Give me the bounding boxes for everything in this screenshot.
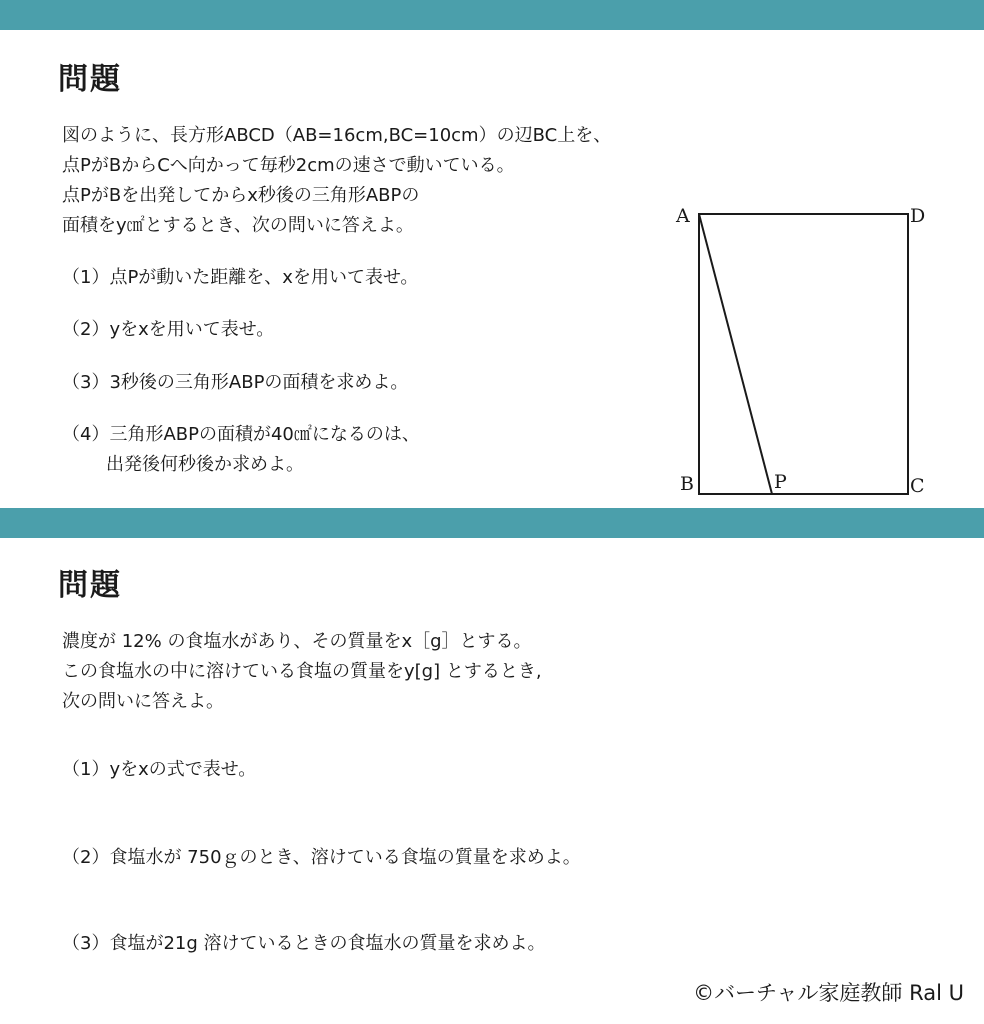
rectangle-abcd — [699, 214, 908, 494]
problem-1-statement-line: 点PがBからCへ向かって毎秒2cmの速さで動いている。 — [62, 155, 515, 176]
problem-1-question-4-line: 出発後何秒後か求めよ。 — [106, 454, 304, 475]
problem-1-question-1: （1）点Pが動いた距離を、xを用いて表せ。 — [62, 267, 419, 288]
vertex-label-d: D — [910, 205, 926, 227]
segment-ap — [699, 214, 772, 494]
problem-2-question-1: （1）yをxの式で表せ。 — [62, 759, 257, 780]
vertex-label-c: C — [910, 475, 925, 497]
problem-1-question-4-line: （4）三角形ABPの面積が40㎠になるのは、 — [62, 424, 420, 445]
problem-2-question-2: （2）食塩水が 750ｇのとき、溶けている食塩の質量を求めよ。 — [62, 847, 581, 868]
top-header-band — [0, 0, 984, 30]
rectangle-abcd-figure — [670, 200, 940, 500]
section-divider-band — [0, 508, 984, 538]
vertex-label-b: B — [680, 473, 694, 495]
problem-2-statement-line: この食塩水の中に溶けている食塩の質量をy[g] とするとき, — [62, 661, 542, 682]
problem-1-question-2: （2）yをxを用いて表せ。 — [62, 319, 275, 340]
problem-2-statement-line: 次の問いに答えよ。 — [62, 691, 224, 712]
problem-2-question-3: （3）食塩が21g 溶けているときの食塩水の質量を求めよ。 — [62, 933, 546, 954]
problem-1-statement-line: 面積をy㎠とするとき、次の問いに答えよ。 — [62, 215, 414, 236]
problem-1-statement-line: 図のように、長方形ABCD（AB=16cm,BC=10cm）の辺BC上を、 — [62, 125, 612, 146]
problem-1-statement-line: 点PがBを出発してからx秒後の三角形ABPの — [62, 185, 420, 206]
vertex-label-a: A — [676, 205, 690, 227]
problem-2-statement — [62, 627, 542, 717]
problem-1-statement — [62, 121, 611, 241]
rectangle-diagram — [670, 200, 940, 500]
point-label-p: P — [774, 471, 787, 493]
problem-1-question-4 — [62, 420, 420, 480]
problem-2-heading: 問題 — [58, 568, 122, 603]
problem-1-heading: 問題 — [58, 62, 122, 97]
problem-2-statement-line: 濃度が 12% の食塩水があり、その質量をx［g］とする。 — [62, 631, 532, 652]
copyright-notice: ©バーチャル家庭教師 Ral U — [693, 981, 964, 1005]
problem-1-question-3: （3）3秒後の三角形ABPの面積を求めよ。 — [62, 372, 409, 393]
